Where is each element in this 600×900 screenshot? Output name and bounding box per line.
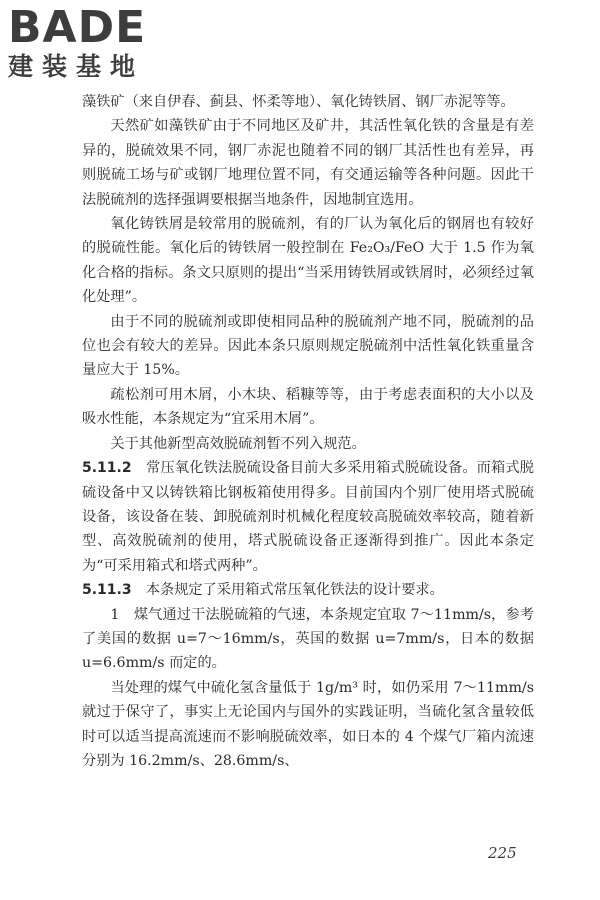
paragraph: [82, 456, 534, 578]
paragraph: [82, 90, 534, 114]
page-number: 225: [488, 844, 517, 862]
logo: [8, 2, 178, 82]
paragraph: [82, 383, 534, 432]
paragraph-text: 1 煤气通过干法脱硫箱的气速，本条规定宜取 7～11mm/s，参考了美国的数据 u=7～16mm/s，英国的数据 u=7mm/s，日本的数据 u=6.6mm/s 而定的。: [82, 606, 534, 672]
paragraph: [82, 432, 534, 456]
paragraph-text: 关于其他新型高效脱硫剂暂不列入规范。: [110, 435, 366, 452]
paragraph-text: 藻铁矿（来自伊春、蓟县、怀柔等地）、氧化铸铁屑、钢厂赤泥等等。: [82, 94, 515, 110]
paragraph: [82, 310, 534, 383]
paragraph-text: 常压氧化铁法脱硫设备目前大多采用箱式脱硫设备。而箱式脱硫设备中又以铸铁箱比钢板箱使用得多。目前国内个别厂使用塔式脱硫设备，该设备在装、卸脱硫剂时机械化程度较高脱硫效率较高，随着新型、高效脱硫剂的使用，塔式脱硫设备正逐渐得到推广。因此本条定为“可采用箱式和塔式两种”。: [82, 460, 534, 574]
paragraph-text: 天然矿如藻铁矿由于不同地区及矿井，其活性氧化铁的含量是有差异的，脱硫效果不同，钢厂赤泥也随着不同的钢厂其活性也有差异，再则脱硫工场与矿或钢厂地理位置不同，有交通运输等各种问题。因此干法脱硫剂的选择强调要根据当地条件，因地制宜选用。: [82, 118, 534, 208]
logo-subtitle: 建装基地: [8, 52, 145, 81]
paragraph-text: 由于不同的脱硫剂或即使相同品种的脱硫剂产地不同，脱硫剂的品位也会有较大的差异。因此本条只原则规定脱硫剂中活性氧化铁重量含量应大于 15%。: [82, 313, 534, 379]
paragraph: [82, 603, 534, 676]
paragraph-text: 氧化铸铁屑是较常用的脱硫剂，有的厂认为氧化后的钢屑也有较好的脱硫性能。氧化后的铸铁屑一般控制在 Fe₂O₃/FeO 大于 1.5 作为氧化合格的指标。条文只原则的提出“当采用铸铁屑或铁屑时，必须经过氧化处理”。: [82, 216, 534, 306]
document-body: [82, 90, 534, 773]
paragraph: [82, 212, 534, 310]
paragraph-text: 本条规定了采用箱式常压氧化铁法的设计要求。: [145, 582, 444, 599]
logo-wordmark: BADE: [8, 2, 147, 53]
paragraph-text: 疏松剂可用木屑，小木块、稻糠等等，由于考虑表面积的大小以及吸水性能，本条规定为“宜采用木屑”。: [82, 386, 534, 428]
section-number: 5.11.3: [82, 582, 132, 599]
paragraph-text: 当处理的煤气中硫化氢含量低于 1g/m³ 时，如仍采用 7～11mm/s 就过于保守了，事实上无论国内与国外的实践证明，当硫化氢含量较低时可以适当提高流速而不影响脱硫效率，如日本的 4 个煤气厂箱内流速分别为 16.2mm/s、28.6mm/s、: [82, 679, 534, 769]
paragraph: [82, 676, 534, 774]
paragraph: [82, 114, 534, 212]
paragraph: [82, 578, 534, 602]
section-number: 5.11.2: [82, 460, 132, 477]
